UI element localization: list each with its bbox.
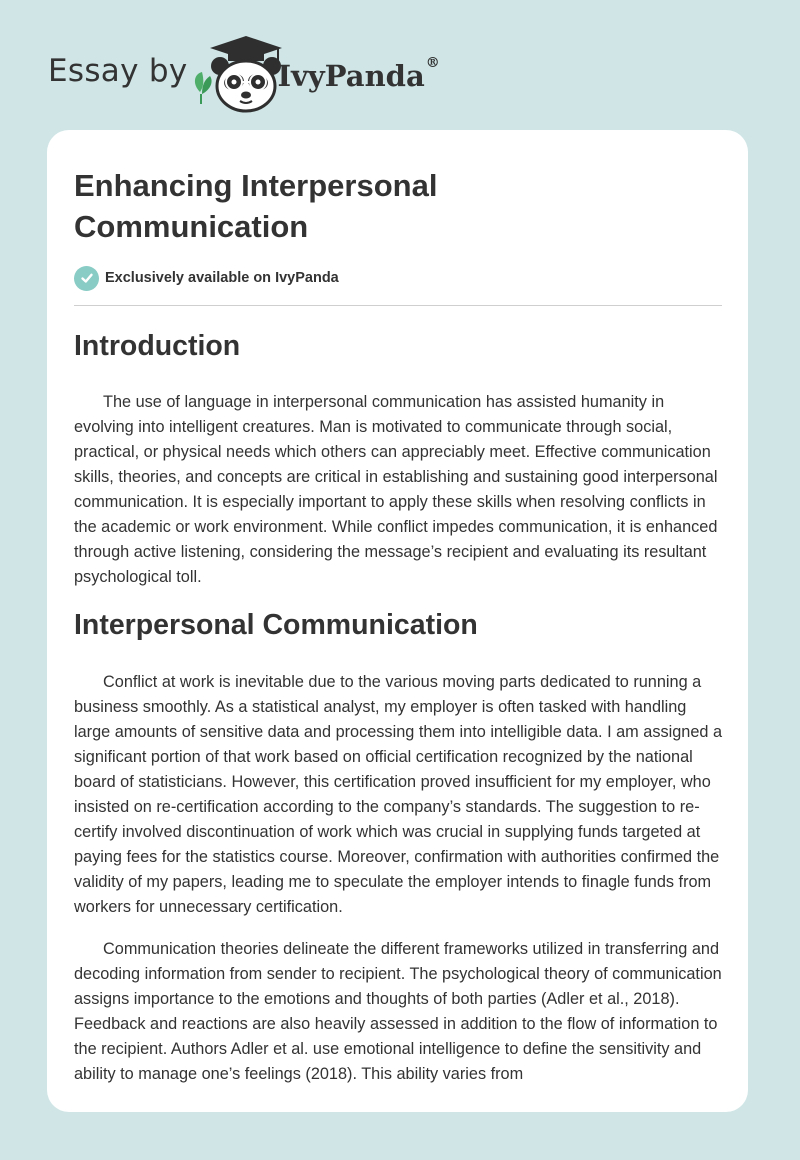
paragraph: Communication theories delineate the different frameworks utilized in transferring and decoding information from sender to recipient. The psychological theory of communication assigns importance to the emotions and thoughts of both parties (Adler et al., 2018). Feedback and reactions are also heavily assessed in addition to the flow of information to the recipient. Authors Adler et al. use emotional intelligence to define the sensitivity and ability to manage one’s feelings (2018). This ability varies from	[74, 940, 722, 1083]
exclusive-label: Exclusively available on IvyPanda	[105, 270, 339, 286]
exclusive-badge	[74, 265, 722, 291]
paragraph: Conflict at work is inevitable due to the various moving parts dedicated to running a business smoothly. As a statistical analyst, my employer is often tasked with handling large amounts of sensitive data and processing them into intelligible data. I am assigned a significant portion of that work based on official certification recognized by the national board of statisticians. However, this certification proved insufficient for my employer, who insisted on re-certification according to the company’s standards. The suggestion to re-certify involved discontinuation of work which was crucial in supplying funds targeted at paying fees for the statistics course. Moreover, confirmation with authorities confirmed the validity of my papers, leading me to speculate the employer intends to finagle funds from workers for unnecessary certification.	[74, 673, 723, 916]
section-heading-interpersonal-communication: Interpersonal Communication	[74, 609, 478, 641]
check-circle-icon	[74, 266, 99, 291]
essay-card	[47, 130, 748, 1112]
title-divider	[74, 305, 722, 306]
site-header	[48, 34, 440, 114]
section-heading-introduction: Introduction	[74, 330, 241, 362]
essay-title: Enhancing Interpersonal Communication	[74, 168, 438, 244]
essay-by-label: Essay by	[48, 53, 188, 89]
panda-logo-icon[interactable]	[190, 34, 286, 114]
brand-name[interactable]: IvyPanda®	[277, 55, 440, 93]
paragraph: The use of language in interpersonal communication has assisted humanity in evolving into intelligent creatures. Man is motivated to communicate through social, practical, or physical needs which others can appreciably meet. Effective communication skills, theories, and concepts are critical in establishing and sustaining good interpersonal communication. It is especially important to apply these skills when resolving conflicts in the academic or work environment. While conflict impedes communication, it is enhanced through active listening, considering the message’s recipient and evaluating its resultant psychological toll.	[74, 393, 718, 586]
registered-mark: ®	[425, 55, 440, 71]
